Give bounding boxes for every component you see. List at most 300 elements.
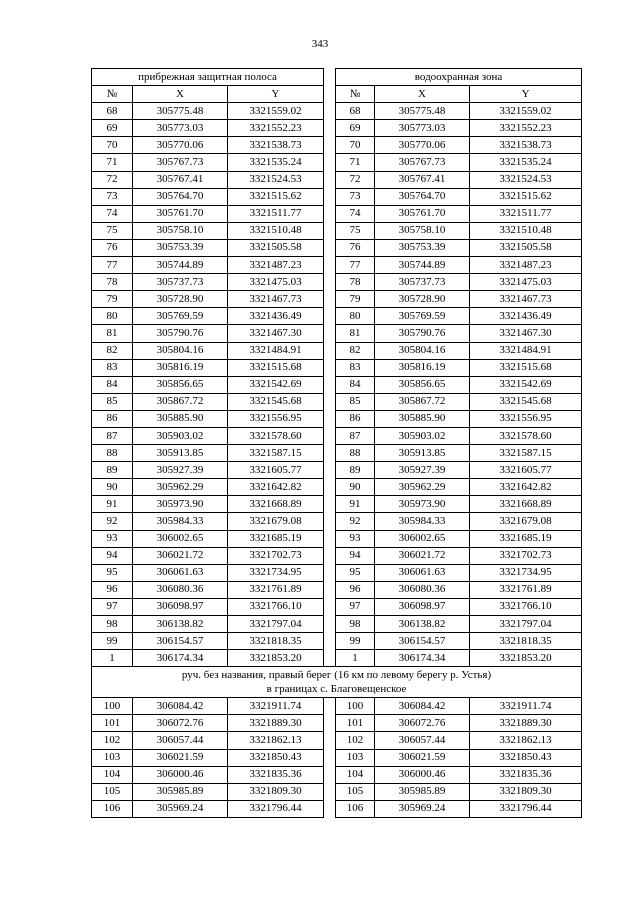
right-cell-number: 74 — [336, 205, 375, 222]
right-cell-x: 305985.89 — [375, 783, 470, 800]
left-cell-number: 72 — [92, 171, 133, 188]
right-cell-y: 3321524.53 — [470, 171, 582, 188]
left-cell-number: 100 — [92, 698, 133, 715]
left-cell-x: 306057.44 — [133, 732, 228, 749]
right-cell-number: 96 — [336, 581, 375, 598]
left-cell-y: 3321552.23 — [228, 120, 324, 137]
right-cell-y: 3321484.91 — [470, 342, 582, 359]
left-cell-y: 3321559.02 — [228, 103, 324, 120]
left-cell-number: 101 — [92, 715, 133, 732]
column-gap — [324, 598, 336, 615]
left-cell-x: 305962.29 — [133, 479, 228, 496]
right-cell-x: 306057.44 — [375, 732, 470, 749]
left-cell-x: 306000.46 — [133, 766, 228, 783]
left-cell-number: 85 — [92, 393, 133, 410]
column-gap — [324, 462, 336, 479]
column-gap — [324, 308, 336, 325]
right-header-x: X — [375, 86, 470, 103]
right-cell-y: 3321535.24 — [470, 154, 582, 171]
left-cell-number: 91 — [92, 496, 133, 513]
column-gap — [324, 749, 336, 766]
table-row — [92, 800, 582, 817]
left-cell-number: 82 — [92, 342, 133, 359]
right-cell-y: 3321911.74 — [470, 698, 582, 715]
right-cell-y: 3321467.30 — [470, 325, 582, 342]
left-cell-y: 3321511.77 — [228, 205, 324, 222]
right-cell-x: 305816.19 — [375, 359, 470, 376]
column-gap — [324, 698, 336, 715]
right-cell-y: 3321850.43 — [470, 749, 582, 766]
left-cell-number: 96 — [92, 581, 133, 598]
right-cell-x: 306021.59 — [375, 749, 470, 766]
right-cell-x: 305761.70 — [375, 205, 470, 222]
table-row — [92, 325, 582, 342]
left-cell-x: 305927.39 — [133, 462, 228, 479]
left-cell-x: 305764.70 — [133, 188, 228, 205]
right-cell-number: 97 — [336, 598, 375, 615]
left-cell-y: 3321578.60 — [228, 427, 324, 444]
column-gap — [324, 154, 336, 171]
column-gap — [324, 205, 336, 222]
left-cell-number: 69 — [92, 120, 133, 137]
right-cell-y: 3321467.73 — [470, 291, 582, 308]
right-cell-x: 305913.85 — [375, 445, 470, 462]
left-cell-x: 305769.59 — [133, 308, 228, 325]
column-gap — [324, 564, 336, 581]
left-cell-number: 97 — [92, 598, 133, 615]
left-cell-y: 3321702.73 — [228, 547, 324, 564]
right-cell-y: 3321515.62 — [470, 188, 582, 205]
right-cell-x: 305753.39 — [375, 239, 470, 256]
table-row — [92, 783, 582, 800]
table-row — [92, 257, 582, 274]
right-cell-number: 72 — [336, 171, 375, 188]
right-cell-x: 305728.90 — [375, 291, 470, 308]
right-cell-y: 3321538.73 — [470, 137, 582, 154]
left-cell-x: 305775.48 — [133, 103, 228, 120]
left-cell-y: 3321685.19 — [228, 530, 324, 547]
table-body-part2 — [92, 698, 582, 818]
left-cell-x: 306021.59 — [133, 749, 228, 766]
left-cell-y: 3321535.24 — [228, 154, 324, 171]
right-cell-number: 87 — [336, 427, 375, 444]
right-group-title: водоохранная зона — [336, 69, 582, 86]
left-cell-x: 305767.73 — [133, 154, 228, 171]
left-cell-x: 306138.82 — [133, 616, 228, 633]
right-cell-x: 305758.10 — [375, 222, 470, 239]
left-cell-y: 3321679.08 — [228, 513, 324, 530]
right-cell-y: 3321796.44 — [470, 800, 582, 817]
column-gap — [324, 715, 336, 732]
left-cell-number: 89 — [92, 462, 133, 479]
left-cell-number: 68 — [92, 103, 133, 120]
section-title-row — [92, 667, 582, 698]
table-row — [92, 547, 582, 564]
left-cell-number: 1 — [92, 650, 133, 667]
left-cell-x: 305903.02 — [133, 427, 228, 444]
left-cell-number: 95 — [92, 564, 133, 581]
table-row — [92, 171, 582, 188]
left-cell-number: 90 — [92, 479, 133, 496]
left-cell-y: 3321809.30 — [228, 783, 324, 800]
right-cell-number: 82 — [336, 342, 375, 359]
left-cell-y: 3321766.10 — [228, 598, 324, 615]
section-title-line2: в границах с. Благовещенское — [266, 683, 407, 696]
right-cell-number: 90 — [336, 479, 375, 496]
column-gap — [324, 547, 336, 564]
column-gap — [324, 359, 336, 376]
left-cell-number: 98 — [92, 616, 133, 633]
right-cell-number: 1 — [336, 650, 375, 667]
right-cell-y: 3321605.77 — [470, 462, 582, 479]
right-cell-number: 101 — [336, 715, 375, 732]
right-cell-y: 3321515.68 — [470, 359, 582, 376]
right-cell-number: 94 — [336, 547, 375, 564]
left-header-y: Y — [228, 86, 324, 103]
right-cell-y: 3321668.89 — [470, 496, 582, 513]
left-cell-y: 3321835.36 — [228, 766, 324, 783]
right-cell-y: 3321766.10 — [470, 598, 582, 615]
left-group-title: прибрежная защитная полоса — [92, 69, 324, 86]
left-cell-number: 77 — [92, 257, 133, 274]
table-row — [92, 496, 582, 513]
left-cell-y: 3321668.89 — [228, 496, 324, 513]
right-cell-number: 103 — [336, 749, 375, 766]
left-cell-y: 3321515.62 — [228, 188, 324, 205]
right-cell-number: 86 — [336, 410, 375, 427]
column-gap — [324, 479, 336, 496]
table-row — [92, 308, 582, 325]
column-gap — [324, 616, 336, 633]
column-gap — [324, 376, 336, 393]
left-cell-y: 3321818.35 — [228, 633, 324, 650]
right-cell-y: 3321487.23 — [470, 257, 582, 274]
left-cell-x: 305728.90 — [133, 291, 228, 308]
table-row — [92, 274, 582, 291]
right-cell-number: 76 — [336, 239, 375, 256]
column-gap — [324, 274, 336, 291]
left-cell-number: 84 — [92, 376, 133, 393]
right-cell-x: 306061.63 — [375, 564, 470, 581]
right-cell-x: 306154.57 — [375, 633, 470, 650]
table-row — [92, 698, 582, 715]
left-cell-number: 86 — [92, 410, 133, 427]
table-row — [92, 410, 582, 427]
column-gap — [324, 239, 336, 256]
left-cell-number: 106 — [92, 800, 133, 817]
right-cell-x: 306000.46 — [375, 766, 470, 783]
column-gap — [324, 513, 336, 530]
table-row — [92, 650, 582, 667]
left-cell-number: 92 — [92, 513, 133, 530]
table-row — [92, 479, 582, 496]
left-cell-x: 305773.03 — [133, 120, 228, 137]
right-cell-y: 3321685.19 — [470, 530, 582, 547]
left-cell-y: 3321538.73 — [228, 137, 324, 154]
left-cell-y: 3321556.95 — [228, 410, 324, 427]
right-cell-x: 305764.70 — [375, 188, 470, 205]
left-cell-number: 74 — [92, 205, 133, 222]
table-row — [92, 715, 582, 732]
right-cell-number: 93 — [336, 530, 375, 547]
left-cell-number: 78 — [92, 274, 133, 291]
table-row — [92, 222, 582, 239]
right-cell-y: 3321889.30 — [470, 715, 582, 732]
table-row — [92, 427, 582, 444]
right-cell-x: 306072.76 — [375, 715, 470, 732]
left-cell-x: 305969.24 — [133, 800, 228, 817]
right-cell-y: 3321556.95 — [470, 410, 582, 427]
left-cell-x: 306061.63 — [133, 564, 228, 581]
table-row — [92, 564, 582, 581]
column-gap — [324, 291, 336, 308]
left-cell-y: 3321605.77 — [228, 462, 324, 479]
table-row — [92, 530, 582, 547]
left-cell-x: 305985.89 — [133, 783, 228, 800]
left-cell-number: 104 — [92, 766, 133, 783]
right-cell-y: 3321734.95 — [470, 564, 582, 581]
left-cell-x: 305816.19 — [133, 359, 228, 376]
column-header-row — [92, 86, 582, 103]
table-row — [92, 598, 582, 615]
right-cell-y: 3321862.13 — [470, 732, 582, 749]
column-gap — [324, 325, 336, 342]
left-cell-x: 305984.33 — [133, 513, 228, 530]
left-header-number: № — [92, 86, 133, 103]
right-cell-x: 305927.39 — [375, 462, 470, 479]
left-cell-number: 88 — [92, 445, 133, 462]
table-row — [92, 445, 582, 462]
left-cell-y: 3321889.30 — [228, 715, 324, 732]
right-cell-y: 3321511.77 — [470, 205, 582, 222]
left-cell-x: 305790.76 — [133, 325, 228, 342]
left-cell-x: 305744.89 — [133, 257, 228, 274]
left-cell-y: 3321642.82 — [228, 479, 324, 496]
right-cell-x: 305744.89 — [375, 257, 470, 274]
left-cell-number: 71 — [92, 154, 133, 171]
right-cell-number: 99 — [336, 633, 375, 650]
left-cell-x: 306021.72 — [133, 547, 228, 564]
right-cell-y: 3321587.15 — [470, 445, 582, 462]
right-cell-number: 83 — [336, 359, 375, 376]
right-cell-x: 305984.33 — [375, 513, 470, 530]
right-cell-x: 305903.02 — [375, 427, 470, 444]
right-cell-y: 3321679.08 — [470, 513, 582, 530]
left-cell-x: 305767.41 — [133, 171, 228, 188]
column-gap — [324, 410, 336, 427]
left-header-x: X — [133, 86, 228, 103]
left-cell-y: 3321475.03 — [228, 274, 324, 291]
left-cell-x: 305761.70 — [133, 205, 228, 222]
left-cell-y: 3321524.53 — [228, 171, 324, 188]
section-title-line1: руч. без названия, правый берег (16 км по левому берегу р. Устья) — [181, 669, 492, 682]
right-cell-y: 3321642.82 — [470, 479, 582, 496]
right-cell-y: 3321853.20 — [470, 650, 582, 667]
left-cell-y: 3321542.69 — [228, 376, 324, 393]
right-cell-number: 68 — [336, 103, 375, 120]
table-row — [92, 291, 582, 308]
left-cell-x: 306154.57 — [133, 633, 228, 650]
left-cell-number: 93 — [92, 530, 133, 547]
right-cell-x: 306174.34 — [375, 650, 470, 667]
right-cell-x: 306098.97 — [375, 598, 470, 615]
column-gap — [324, 496, 336, 513]
left-cell-y: 3321515.68 — [228, 359, 324, 376]
left-cell-y: 3321505.58 — [228, 239, 324, 256]
right-cell-number: 106 — [336, 800, 375, 817]
right-cell-number: 77 — [336, 257, 375, 274]
right-cell-x: 305969.24 — [375, 800, 470, 817]
right-cell-number: 89 — [336, 462, 375, 479]
left-cell-x: 305867.72 — [133, 393, 228, 410]
table-row — [92, 513, 582, 530]
right-header-number: № — [336, 86, 375, 103]
table-row — [92, 239, 582, 256]
right-cell-number: 98 — [336, 616, 375, 633]
table-row — [92, 137, 582, 154]
right-cell-number: 85 — [336, 393, 375, 410]
left-cell-x: 305758.10 — [133, 222, 228, 239]
column-gap — [324, 188, 336, 205]
right-cell-number: 104 — [336, 766, 375, 783]
right-cell-x: 306002.65 — [375, 530, 470, 547]
column-gap — [324, 103, 336, 120]
right-cell-x: 305737.73 — [375, 274, 470, 291]
section-title — [92, 667, 582, 698]
left-cell-x: 306080.36 — [133, 581, 228, 598]
column-gap — [324, 633, 336, 650]
column-gap — [324, 393, 336, 410]
right-cell-x: 305962.29 — [375, 479, 470, 496]
table-row — [92, 205, 582, 222]
table-row — [92, 188, 582, 205]
right-cell-number: 105 — [336, 783, 375, 800]
table-row — [92, 376, 582, 393]
left-cell-number: 103 — [92, 749, 133, 766]
table-row — [92, 342, 582, 359]
left-cell-y: 3321467.73 — [228, 291, 324, 308]
left-cell-x: 306072.76 — [133, 715, 228, 732]
section-heading — [92, 667, 582, 698]
left-cell-y: 3321734.95 — [228, 564, 324, 581]
column-gap — [324, 86, 336, 103]
table-row — [92, 633, 582, 650]
right-cell-number: 69 — [336, 120, 375, 137]
right-cell-y: 3321545.68 — [470, 393, 582, 410]
right-cell-number: 80 — [336, 308, 375, 325]
left-cell-number: 70 — [92, 137, 133, 154]
right-cell-y: 3321510.48 — [470, 222, 582, 239]
left-cell-x: 305885.90 — [133, 410, 228, 427]
right-cell-x: 306084.42 — [375, 698, 470, 715]
left-cell-y: 3321797.04 — [228, 616, 324, 633]
column-gap — [324, 445, 336, 462]
left-cell-y: 3321853.20 — [228, 650, 324, 667]
right-cell-number: 78 — [336, 274, 375, 291]
right-cell-number: 100 — [336, 698, 375, 715]
right-cell-number: 70 — [336, 137, 375, 154]
right-cell-x: 305775.48 — [375, 103, 470, 120]
column-gap — [324, 783, 336, 800]
left-cell-number: 76 — [92, 239, 133, 256]
left-cell-number: 83 — [92, 359, 133, 376]
column-gap — [324, 732, 336, 749]
right-cell-y: 3321835.36 — [470, 766, 582, 783]
left-cell-x: 305913.85 — [133, 445, 228, 462]
right-cell-y: 3321761.89 — [470, 581, 582, 598]
left-cell-y: 3321862.13 — [228, 732, 324, 749]
left-cell-number: 75 — [92, 222, 133, 239]
left-cell-number: 99 — [92, 633, 133, 650]
left-cell-number: 81 — [92, 325, 133, 342]
left-cell-number: 73 — [92, 188, 133, 205]
table-row — [92, 749, 582, 766]
right-cell-number: 81 — [336, 325, 375, 342]
left-cell-number: 102 — [92, 732, 133, 749]
right-cell-number: 71 — [336, 154, 375, 171]
column-gap — [324, 650, 336, 667]
table-row — [92, 766, 582, 783]
right-cell-number: 84 — [336, 376, 375, 393]
right-cell-x: 306080.36 — [375, 581, 470, 598]
right-cell-x: 305856.65 — [375, 376, 470, 393]
right-cell-x: 305769.59 — [375, 308, 470, 325]
table-body-part1 — [92, 103, 582, 667]
right-cell-number: 73 — [336, 188, 375, 205]
left-cell-x: 305770.06 — [133, 137, 228, 154]
left-cell-x: 305753.39 — [133, 239, 228, 256]
left-cell-y: 3321484.91 — [228, 342, 324, 359]
table-row — [92, 359, 582, 376]
right-cell-number: 92 — [336, 513, 375, 530]
column-gap — [324, 800, 336, 817]
table-row — [92, 120, 582, 137]
right-cell-x: 305767.41 — [375, 171, 470, 188]
right-header-y: Y — [470, 86, 582, 103]
page-number: 343 — [311, 38, 329, 50]
right-cell-x: 305973.90 — [375, 496, 470, 513]
right-cell-y: 3321505.58 — [470, 239, 582, 256]
right-cell-number: 95 — [336, 564, 375, 581]
table-row — [92, 154, 582, 171]
right-cell-y: 3321552.23 — [470, 120, 582, 137]
left-cell-number: 94 — [92, 547, 133, 564]
right-cell-x: 306021.72 — [375, 547, 470, 564]
right-cell-x: 305790.76 — [375, 325, 470, 342]
column-gap — [324, 581, 336, 598]
left-cell-y: 3321850.43 — [228, 749, 324, 766]
left-cell-x: 305804.16 — [133, 342, 228, 359]
left-cell-y: 3321545.68 — [228, 393, 324, 410]
table-row — [92, 581, 582, 598]
table-row — [92, 393, 582, 410]
group-title-row — [92, 69, 582, 86]
column-gap — [324, 427, 336, 444]
left-cell-x: 305973.90 — [133, 496, 228, 513]
left-cell-x: 306084.42 — [133, 698, 228, 715]
left-cell-y: 3321911.74 — [228, 698, 324, 715]
left-cell-x: 306002.65 — [133, 530, 228, 547]
right-cell-number: 91 — [336, 496, 375, 513]
left-cell-y: 3321761.89 — [228, 581, 324, 598]
right-cell-x: 305770.06 — [375, 137, 470, 154]
left-cell-y: 3321487.23 — [228, 257, 324, 274]
table-row — [92, 103, 582, 120]
table-row — [92, 616, 582, 633]
right-cell-y: 3321809.30 — [470, 783, 582, 800]
coordinates-table — [91, 68, 582, 818]
column-gap — [324, 222, 336, 239]
